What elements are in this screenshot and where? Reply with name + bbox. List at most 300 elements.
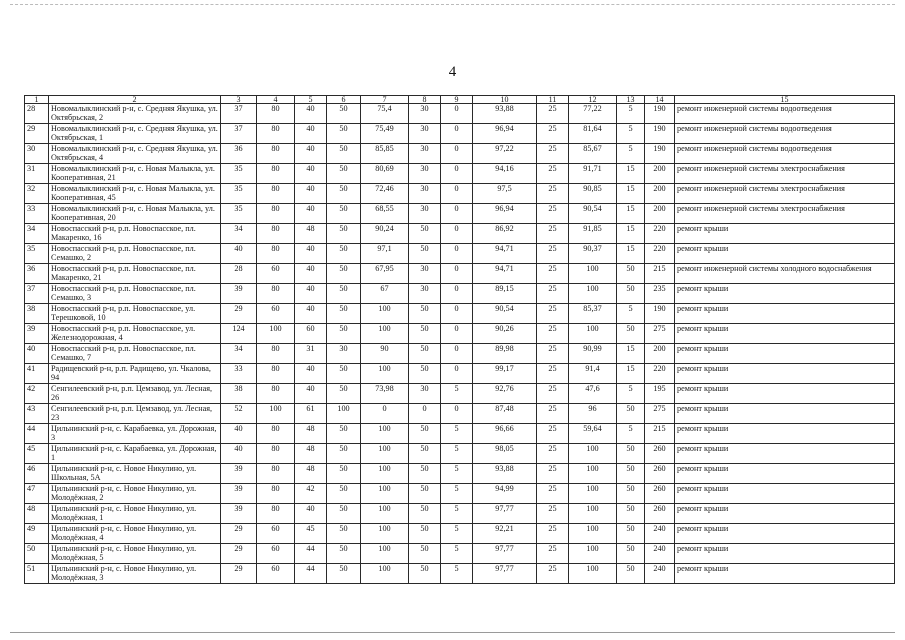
value-cell: 45 <box>295 524 327 544</box>
work-type-cell: ремонт крыши <box>675 324 895 344</box>
value-cell: 50 <box>327 204 361 224</box>
value-cell: 80 <box>257 244 295 264</box>
scan-edge-top <box>10 4 895 5</box>
value-cell: 100 <box>569 484 617 504</box>
address-cell: Новоспасский р-н, р.п. Новоспасское, пл. Макаренко, 16 <box>49 224 221 244</box>
row-number-cell: 45 <box>25 444 49 464</box>
value-cell: 50 <box>617 324 645 344</box>
value-cell: 50 <box>409 524 441 544</box>
value-cell: 80 <box>257 344 295 364</box>
value-cell: 50 <box>617 544 645 564</box>
table-row <box>25 524 895 544</box>
address-cell: Новомалыклинский р-н, с. Средняя Якушка, ул. Октябрьская, 4 <box>49 144 221 164</box>
value-cell: 25 <box>537 304 569 324</box>
value-cell: 80 <box>257 184 295 204</box>
value-cell: 39 <box>221 284 257 304</box>
value-cell: 97,77 <box>473 504 537 524</box>
work-type-cell: ремонт инженерной системы электроснабжения <box>675 164 895 184</box>
value-cell: 50 <box>409 344 441 364</box>
value-cell: 30 <box>409 264 441 284</box>
value-cell: 80 <box>257 484 295 504</box>
value-cell: 34 <box>221 344 257 364</box>
value-cell: 86,92 <box>473 224 537 244</box>
value-cell: 50 <box>327 184 361 204</box>
value-cell: 5 <box>441 484 473 504</box>
value-cell: 100 <box>569 524 617 544</box>
row-number-cell: 28 <box>25 104 49 124</box>
value-cell: 100 <box>569 504 617 524</box>
work-type-cell: ремонт крыши <box>675 344 895 364</box>
address-cell: Сенгилеевский р-н, р.п. Цемзавод, ул. Лесная, 26 <box>49 384 221 404</box>
column-number-cell: 6 <box>327 96 361 104</box>
value-cell: 42 <box>295 484 327 504</box>
value-cell: 25 <box>537 484 569 504</box>
value-cell: 100 <box>361 364 409 384</box>
value-cell: 215 <box>645 424 675 444</box>
work-type-cell: ремонт крыши <box>675 544 895 564</box>
value-cell: 0 <box>441 364 473 384</box>
value-cell: 50 <box>327 324 361 344</box>
value-cell: 25 <box>537 204 569 224</box>
value-cell: 89,98 <box>473 344 537 364</box>
value-cell: 5 <box>441 524 473 544</box>
value-cell: 52 <box>221 404 257 424</box>
value-cell: 100 <box>361 504 409 524</box>
value-cell: 100 <box>257 404 295 424</box>
value-cell: 40 <box>295 264 327 284</box>
value-cell: 35 <box>221 164 257 184</box>
value-cell: 99,17 <box>473 364 537 384</box>
table-row <box>25 544 895 564</box>
address-cell: Сенгилеевский р-н, р.п. Цемзавод, ул. Лесная, 23 <box>49 404 221 424</box>
value-cell: 40 <box>295 244 327 264</box>
work-type-cell: ремонт крыши <box>675 564 895 584</box>
row-number-cell: 46 <box>25 464 49 484</box>
work-type-cell: ремонт крыши <box>675 524 895 544</box>
value-cell: 90 <box>361 344 409 364</box>
value-cell: 15 <box>617 344 645 364</box>
table-row <box>25 164 895 184</box>
address-cell: Новоспасский р-н, р.п. Новоспасское, ул. Железнодорожная, 4 <box>49 324 221 344</box>
works-table <box>24 95 895 584</box>
value-cell: 0 <box>441 144 473 164</box>
work-type-cell: ремонт крыши <box>675 444 895 464</box>
value-cell: 100 <box>361 304 409 324</box>
work-type-cell: ремонт крыши <box>675 424 895 444</box>
value-cell: 25 <box>537 384 569 404</box>
value-cell: 30 <box>409 104 441 124</box>
value-cell: 200 <box>645 164 675 184</box>
value-cell: 275 <box>645 404 675 424</box>
value-cell: 200 <box>645 344 675 364</box>
table-row <box>25 384 895 404</box>
value-cell: 50 <box>409 564 441 584</box>
value-cell: 92,21 <box>473 524 537 544</box>
table-row <box>25 104 895 124</box>
column-number-cell: 3 <box>221 96 257 104</box>
value-cell: 30 <box>409 204 441 224</box>
value-cell: 15 <box>617 204 645 224</box>
value-cell: 50 <box>327 124 361 144</box>
value-cell: 48 <box>295 444 327 464</box>
value-cell: 44 <box>295 564 327 584</box>
value-cell: 40 <box>295 304 327 324</box>
value-cell: 5 <box>441 504 473 524</box>
value-cell: 77,22 <box>569 104 617 124</box>
address-cell: Цильнинский р-н, с. Новое Никулино, ул. Школьная, 5А <box>49 464 221 484</box>
value-cell: 94,99 <box>473 484 537 504</box>
row-number-cell: 34 <box>25 224 49 244</box>
value-cell: 40 <box>295 104 327 124</box>
value-cell: 0 <box>441 404 473 424</box>
address-cell: Цильнинский р-н, с. Новое Никулино, ул. Молодёжная, 4 <box>49 524 221 544</box>
value-cell: 85,37 <box>569 304 617 324</box>
row-number-cell: 32 <box>25 184 49 204</box>
value-cell: 39 <box>221 484 257 504</box>
value-cell: 0 <box>441 264 473 284</box>
value-cell: 80 <box>257 464 295 484</box>
table-row <box>25 224 895 244</box>
value-cell: 50 <box>327 224 361 244</box>
value-cell: 50 <box>409 444 441 464</box>
address-cell: Новоспасский р-н, р.п. Новоспасское, пл. Семашко, 7 <box>49 344 221 364</box>
value-cell: 25 <box>537 364 569 384</box>
row-number-cell: 44 <box>25 424 49 444</box>
value-cell: 5 <box>617 384 645 404</box>
value-cell: 40 <box>295 184 327 204</box>
table-row <box>25 264 895 284</box>
work-type-cell: ремонт инженерной системы электроснабжения <box>675 204 895 224</box>
work-type-cell: ремонт крыши <box>675 384 895 404</box>
value-cell: 80,69 <box>361 164 409 184</box>
table-row <box>25 344 895 364</box>
work-type-cell: ремонт крыши <box>675 304 895 324</box>
work-type-cell: ремонт крыши <box>675 244 895 264</box>
value-cell: 93,88 <box>473 464 537 484</box>
value-cell: 0 <box>441 344 473 364</box>
value-cell: 25 <box>537 164 569 184</box>
value-cell: 220 <box>645 224 675 244</box>
value-cell: 50 <box>617 284 645 304</box>
value-cell: 25 <box>537 264 569 284</box>
value-cell: 48 <box>295 464 327 484</box>
value-cell: 100 <box>569 324 617 344</box>
row-number-cell: 31 <box>25 164 49 184</box>
value-cell: 40 <box>295 144 327 164</box>
value-cell: 40 <box>221 244 257 264</box>
work-type-cell: ремонт инженерной системы электроснабжения <box>675 184 895 204</box>
value-cell: 100 <box>361 524 409 544</box>
value-cell: 80 <box>257 124 295 144</box>
value-cell: 25 <box>537 184 569 204</box>
value-cell: 50 <box>327 244 361 264</box>
value-cell: 50 <box>617 404 645 424</box>
value-cell: 50 <box>409 544 441 564</box>
value-cell: 50 <box>327 424 361 444</box>
value-cell: 40 <box>295 284 327 304</box>
value-cell: 92,76 <box>473 384 537 404</box>
value-cell: 91,71 <box>569 164 617 184</box>
work-type-cell: ремонт крыши <box>675 484 895 504</box>
value-cell: 35 <box>221 184 257 204</box>
value-cell: 40 <box>295 204 327 224</box>
table-row <box>25 124 895 144</box>
work-type-cell: ремонт крыши <box>675 464 895 484</box>
table-row <box>25 444 895 464</box>
value-cell: 40 <box>295 384 327 404</box>
value-cell: 190 <box>645 104 675 124</box>
value-cell: 80 <box>257 424 295 444</box>
value-cell: 40 <box>295 364 327 384</box>
value-cell: 80 <box>257 164 295 184</box>
value-cell: 25 <box>537 464 569 484</box>
address-cell: Новоспасский р-н, р.п. Новоспасское, пл. Семашко, 2 <box>49 244 221 264</box>
value-cell: 29 <box>221 544 257 564</box>
row-number-cell: 33 <box>25 204 49 224</box>
value-cell: 25 <box>537 244 569 264</box>
value-cell: 100 <box>361 464 409 484</box>
value-cell: 50 <box>327 164 361 184</box>
value-cell: 220 <box>645 244 675 264</box>
value-cell: 0 <box>441 244 473 264</box>
value-cell: 85,67 <box>569 144 617 164</box>
value-cell: 80 <box>257 444 295 464</box>
column-number-cell: 14 <box>645 96 675 104</box>
value-cell: 31 <box>295 344 327 364</box>
row-number-cell: 48 <box>25 504 49 524</box>
value-cell: 30 <box>409 164 441 184</box>
work-type-cell: ремонт инженерной системы холодного водоснабжения <box>675 264 895 284</box>
value-cell: 15 <box>617 364 645 384</box>
value-cell: 96,94 <box>473 204 537 224</box>
value-cell: 30 <box>409 144 441 164</box>
value-cell: 25 <box>537 144 569 164</box>
value-cell: 80 <box>257 284 295 304</box>
page-number: 4 <box>448 64 457 80</box>
value-cell: 5 <box>441 564 473 584</box>
value-cell: 38 <box>221 384 257 404</box>
value-cell: 100 <box>361 564 409 584</box>
value-cell: 100 <box>327 404 361 424</box>
work-type-cell: ремонт крыши <box>675 404 895 424</box>
value-cell: 40 <box>295 504 327 524</box>
value-cell: 5 <box>441 384 473 404</box>
column-number-cell: 13 <box>617 96 645 104</box>
value-cell: 5 <box>617 124 645 144</box>
value-cell: 35 <box>221 204 257 224</box>
row-number-cell: 50 <box>25 544 49 564</box>
address-cell: Цильнинский р-н, с. Карабаевка, ул. Дорожная, 3 <box>49 424 221 444</box>
value-cell: 0 <box>441 184 473 204</box>
value-cell: 100 <box>361 424 409 444</box>
address-cell: Радищевский р-н, р.п. Радищево, ул. Чкалова, 94 <box>49 364 221 384</box>
address-cell: Цильнинский р-н, с. Новое Никулино, ул. Молодёжная, 5 <box>49 544 221 564</box>
value-cell: 90,26 <box>473 324 537 344</box>
value-cell: 0 <box>441 304 473 324</box>
value-cell: 190 <box>645 304 675 324</box>
value-cell: 60 <box>257 544 295 564</box>
column-number-cell: 8 <box>409 96 441 104</box>
value-cell: 5 <box>617 144 645 164</box>
value-cell: 30 <box>409 384 441 404</box>
value-cell: 100 <box>569 544 617 564</box>
value-cell: 75,4 <box>361 104 409 124</box>
value-cell: 0 <box>441 204 473 224</box>
value-cell: 97,22 <box>473 144 537 164</box>
value-cell: 50 <box>327 524 361 544</box>
value-cell: 72,46 <box>361 184 409 204</box>
value-cell: 75,49 <box>361 124 409 144</box>
value-cell: 50 <box>617 504 645 524</box>
value-cell: 96,94 <box>473 124 537 144</box>
value-cell: 89,15 <box>473 284 537 304</box>
value-cell: 40 <box>221 444 257 464</box>
value-cell: 220 <box>645 364 675 384</box>
value-cell: 195 <box>645 384 675 404</box>
value-cell: 37 <box>221 104 257 124</box>
value-cell: 50 <box>617 564 645 584</box>
value-cell: 5 <box>441 544 473 564</box>
value-cell: 100 <box>569 444 617 464</box>
row-number-cell: 29 <box>25 124 49 144</box>
column-number-cell: 7 <box>361 96 409 104</box>
value-cell: 25 <box>537 544 569 564</box>
table-row <box>25 184 895 204</box>
work-type-cell: ремонт инженерной системы водоотведения <box>675 124 895 144</box>
value-cell: 50 <box>327 364 361 384</box>
address-cell: Цильнинский р-н, с. Новое Никулино, ул. Молодёжная, 1 <box>49 504 221 524</box>
table-row <box>25 464 895 484</box>
table-row <box>25 364 895 384</box>
value-cell: 50 <box>327 444 361 464</box>
value-cell: 25 <box>537 104 569 124</box>
column-number-cell: 12 <box>569 96 617 104</box>
value-cell: 100 <box>569 284 617 304</box>
row-number-cell: 47 <box>25 484 49 504</box>
table-header-row <box>25 96 895 104</box>
value-cell: 28 <box>221 264 257 284</box>
table-row <box>25 304 895 324</box>
value-cell: 100 <box>569 464 617 484</box>
value-cell: 50 <box>327 484 361 504</box>
value-cell: 25 <box>537 504 569 524</box>
address-cell: Новоспасский р-н, р.п. Новоспасское, ул. Терешковой, 10 <box>49 304 221 324</box>
value-cell: 15 <box>617 164 645 184</box>
value-cell: 50 <box>409 424 441 444</box>
value-cell: 5 <box>617 304 645 324</box>
table-row <box>25 404 895 424</box>
value-cell: 60 <box>257 264 295 284</box>
value-cell: 0 <box>441 284 473 304</box>
value-cell: 25 <box>537 424 569 444</box>
value-cell: 5 <box>617 424 645 444</box>
value-cell: 50 <box>409 484 441 504</box>
value-cell: 97,5 <box>473 184 537 204</box>
value-cell: 60 <box>295 324 327 344</box>
value-cell: 15 <box>617 184 645 204</box>
value-cell: 47,6 <box>569 384 617 404</box>
work-type-cell: ремонт крыши <box>675 364 895 384</box>
value-cell: 235 <box>645 284 675 304</box>
row-number-cell: 43 <box>25 404 49 424</box>
value-cell: 90,99 <box>569 344 617 364</box>
row-number-cell: 42 <box>25 384 49 404</box>
row-number-cell: 49 <box>25 524 49 544</box>
value-cell: 25 <box>537 344 569 364</box>
value-cell: 50 <box>327 384 361 404</box>
value-cell: 98,05 <box>473 444 537 464</box>
value-cell: 260 <box>645 464 675 484</box>
value-cell: 59,64 <box>569 424 617 444</box>
column-number-cell: 9 <box>441 96 473 104</box>
column-number-cell: 4 <box>257 96 295 104</box>
value-cell: 50 <box>327 304 361 324</box>
address-cell: Новоспасский р-н, р.п. Новоспасское, пл. Макаренко, 21 <box>49 264 221 284</box>
value-cell: 100 <box>257 324 295 344</box>
row-number-cell: 38 <box>25 304 49 324</box>
value-cell: 0 <box>441 124 473 144</box>
table-row <box>25 424 895 444</box>
value-cell: 200 <box>645 204 675 224</box>
value-cell: 50 <box>409 504 441 524</box>
value-cell: 37 <box>221 124 257 144</box>
value-cell: 50 <box>327 564 361 584</box>
value-cell: 0 <box>361 404 409 424</box>
value-cell: 29 <box>221 304 257 324</box>
value-cell: 0 <box>441 104 473 124</box>
value-cell: 50 <box>409 244 441 264</box>
value-cell: 100 <box>361 324 409 344</box>
row-number-cell: 35 <box>25 244 49 264</box>
value-cell: 50 <box>409 304 441 324</box>
value-cell: 50 <box>327 144 361 164</box>
value-cell: 90,54 <box>473 304 537 324</box>
value-cell: 90,85 <box>569 184 617 204</box>
value-cell: 50 <box>327 264 361 284</box>
value-cell: 29 <box>221 564 257 584</box>
value-cell: 50 <box>617 264 645 284</box>
value-cell: 100 <box>361 544 409 564</box>
value-cell: 34 <box>221 224 257 244</box>
value-cell: 61 <box>295 404 327 424</box>
address-cell: Новомалыклинский р-н, с. Новая Малыкла, ул. Кооперативная, 21 <box>49 164 221 184</box>
value-cell: 80 <box>257 224 295 244</box>
value-cell: 25 <box>537 524 569 544</box>
value-cell: 97,77 <box>473 544 537 564</box>
table-row <box>25 204 895 224</box>
value-cell: 5 <box>617 104 645 124</box>
column-number-cell: 10 <box>473 96 537 104</box>
value-cell: 25 <box>537 324 569 344</box>
value-cell: 50 <box>327 464 361 484</box>
work-type-cell: ремонт крыши <box>675 504 895 524</box>
value-cell: 30 <box>409 184 441 204</box>
table-row <box>25 324 895 344</box>
value-cell: 29 <box>221 524 257 544</box>
value-cell: 0 <box>441 164 473 184</box>
value-cell: 50 <box>617 444 645 464</box>
address-cell: Цильнинский р-н, с. Новое Никулино, ул. Молодёжная, 3 <box>49 564 221 584</box>
value-cell: 50 <box>327 504 361 524</box>
column-number-cell: 15 <box>675 96 895 104</box>
value-cell: 240 <box>645 524 675 544</box>
value-cell: 36 <box>221 144 257 164</box>
address-cell: Новоспасский р-н, р.п. Новоспасское, пл. Семашко, 3 <box>49 284 221 304</box>
value-cell: 90,24 <box>361 224 409 244</box>
row-number-cell: 39 <box>25 324 49 344</box>
work-type-cell: ремонт инженерной системы водоотведения <box>675 104 895 124</box>
value-cell: 67,95 <box>361 264 409 284</box>
